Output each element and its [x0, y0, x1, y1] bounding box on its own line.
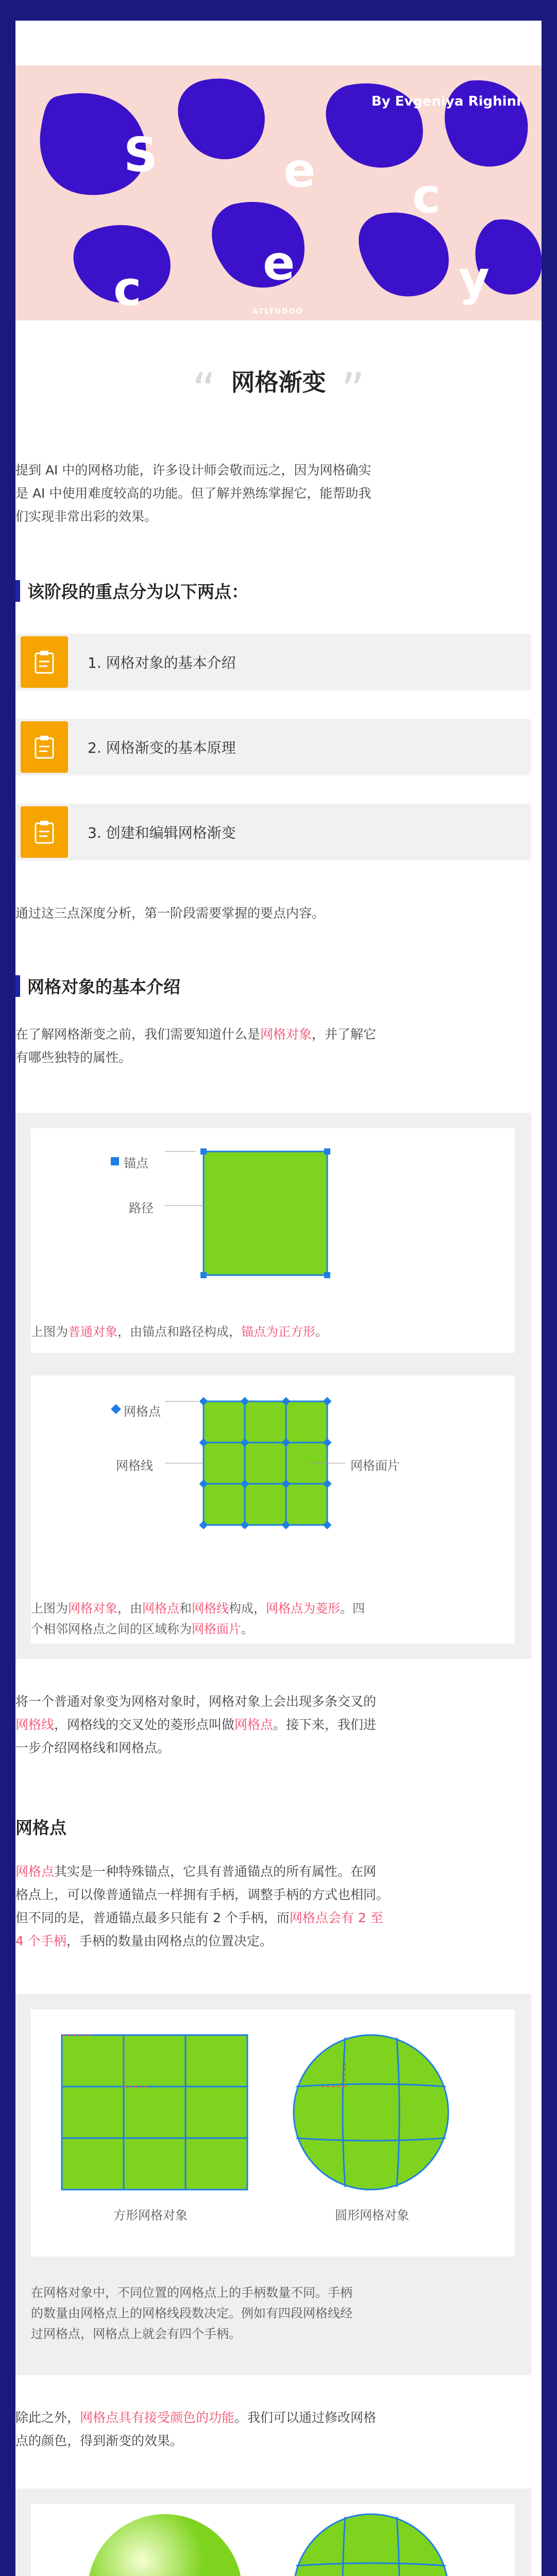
mesh-line-label: 网格线 — [116, 1459, 153, 1473]
hero-letter: S — [124, 127, 158, 182]
figure-card — [31, 2504, 515, 2576]
section-outro: 通过这三点深度分析，第一阶段需要掌握的要点内容。 — [15, 906, 325, 921]
hero-letter: e — [263, 235, 295, 291]
figure-caption: 上图为网格对象，由网格点和网格线构成，网格点为菱形。四 个相邻网格点之间的区域称为网格面片。 — [31, 1601, 365, 1636]
list-item-label: 2. 网格渐变的基本原理 — [88, 739, 236, 756]
section-title: 网格点 — [15, 1818, 66, 1838]
mesh-color-diagram — [31, 2504, 515, 2576]
paragraph: 网格点其实是一种特殊锚点，它具有普通锚点的所有属性。在网 格点上，可以像普通锚点一样拥有手柄，调整手柄的方式也相同。 但不同的是，普通锚点最多只能有 2 个手柄，而网格点会有 2 至 4 个手柄，手柄的数量由网格点的位置决定。 — [15, 1864, 390, 1948]
section-title: 网格对象的基本介绍 — [27, 977, 180, 997]
list-item — [15, 804, 531, 860]
section-title: 该阶段的重点分为以下两点： — [27, 582, 248, 602]
mesh-patch-label: 网格面片 — [350, 1459, 400, 1473]
mesh-handles-diagram — [31, 2009, 515, 2226]
list-item — [15, 719, 531, 775]
heading-bar — [15, 975, 20, 997]
figure-card — [31, 1128, 515, 1353]
figure-panel — [15, 2488, 531, 2576]
mesh-point-label: 网格点 — [124, 1404, 161, 1419]
figure-card — [31, 1376, 515, 1643]
figure-caption: 在网格对象中，不同位置的网格点上的手柄数量不同。手柄 的数量由网格点上的网格线段数决定。例如有四段网格线经 过网格点，网格点上就会有四个手柄。 — [31, 2285, 352, 2341]
round-mesh-label: 圆形网格对象 — [335, 2208, 409, 2223]
section-heading — [15, 974, 180, 998]
anchor-label: 锚点 — [124, 1156, 148, 1171]
heading-bar — [15, 580, 20, 602]
hero-brand: ATLTUDOO — [252, 308, 303, 316]
path-label: 路径 — [129, 1201, 154, 1215]
paragraph: 除此之外，网格点具有接受颜色的功能。我们可以通过修改网格 点的颜色，得到渐变的效果。 — [15, 2410, 377, 2448]
quote-open: “ — [192, 363, 216, 417]
mesh-object-diagram — [31, 1376, 515, 1592]
intro-line: 是 AI 中使用难度较高的功能。但了解并熟练掌握它，能帮助我 — [15, 486, 372, 501]
intro-line: 提到 AI 中的网格功能，许多设计师会敬而远之，因为网格确实 — [15, 463, 372, 478]
list-item-label: 3. 创建和编辑网格渐变 — [88, 824, 236, 841]
clipboard-icon — [21, 636, 68, 688]
page-title: 网格渐变 — [231, 368, 326, 396]
intro-paragraph — [15, 459, 531, 528]
list-item — [15, 634, 531, 690]
article-title-block — [15, 363, 542, 417]
list-item-label: 1. 网格对象的基本介绍 — [88, 654, 236, 671]
paragraph: 将一个普通对象变为网格对象时，网格对象上会出现多条交叉的 网格线，网格线的交叉处的菱形点叫做网格点。接下来，我们进 一步介绍网格线和网格点。 — [15, 1694, 377, 1755]
hero-letter: y — [459, 251, 490, 306]
square-mesh-label: 方形网格对象 — [113, 2208, 188, 2223]
intro-line: 们实现非常出彩的效果。 — [15, 509, 158, 524]
normal-object-diagram — [31, 1128, 515, 1334]
hero-letter: c — [412, 168, 441, 224]
figure-panel — [15, 1113, 531, 1659]
highlight-text: 网格对象 — [260, 1027, 312, 1042]
figure-caption: 上图为普通对象，由锚点和路径构成，锚点为正方形。 — [31, 1325, 328, 1339]
article-page — [15, 21, 542, 2576]
hero-banner — [15, 65, 542, 320]
quote-close: ” — [341, 363, 365, 417]
paragraph: 在了解网格渐变之前，我们需要知道什么是网格对象，并了解它 有哪些独特的属性。 — [15, 1027, 377, 1065]
anchor-legend-icon — [111, 1157, 119, 1165]
hero-letter: e — [283, 143, 316, 198]
clipboard-icon — [21, 806, 68, 858]
figure-card — [31, 2009, 515, 2257]
hero-author: By Evgeniya Righini — [371, 94, 521, 109]
hero-letter: c — [113, 261, 142, 316]
figure-panel — [15, 1994, 531, 2375]
clipboard-icon — [21, 721, 68, 773]
section-heading — [15, 579, 248, 603]
